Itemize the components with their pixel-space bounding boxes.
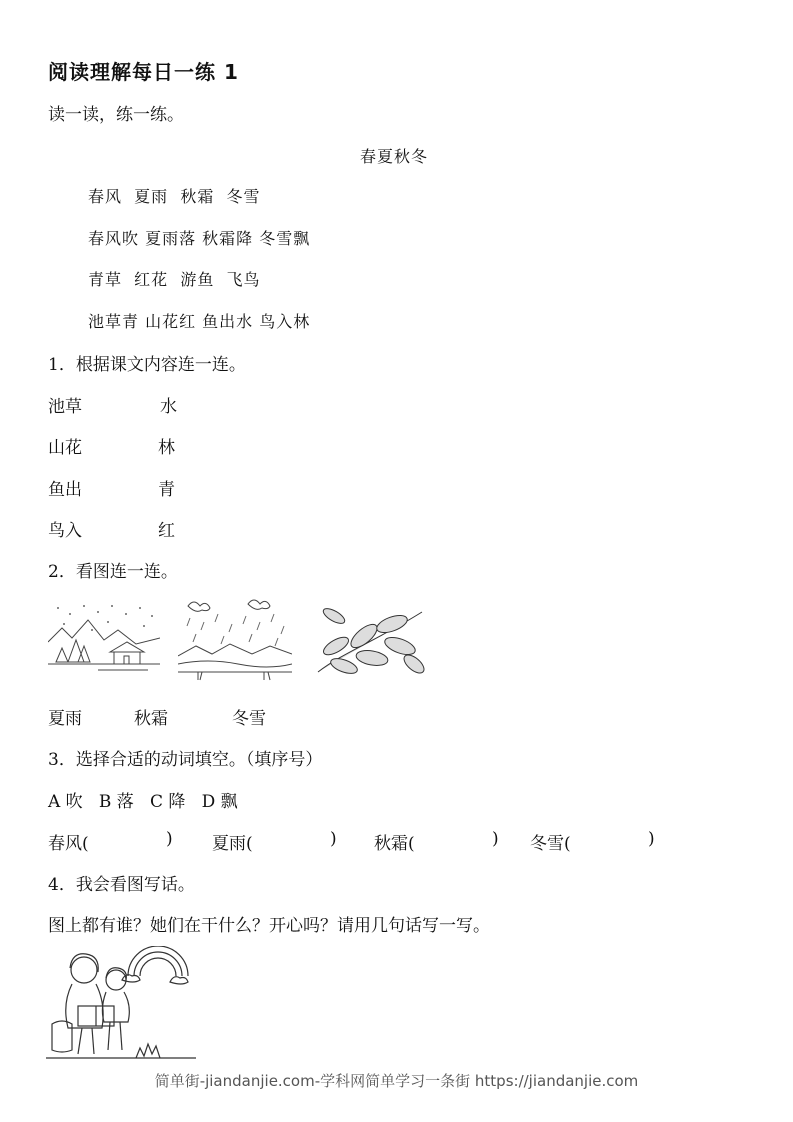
picture-label: 冬雪 [232, 709, 266, 729]
rain-landscape-picture [178, 596, 292, 686]
verb-options: A 吹 B 落 C 降 D 飘 [48, 792, 238, 812]
blank-label: 秋霜( [374, 834, 415, 854]
match-right-item: 林 [158, 438, 175, 458]
frosted-leaves-picture [314, 602, 428, 680]
mother-daughter-reading-picture [46, 946, 196, 1060]
match-right-item: 青 [158, 480, 175, 500]
picture-label: 夏雨 [48, 709, 82, 729]
question-1-prompt: 1．根据课文内容连一连。 [48, 355, 246, 375]
question-4-prompt: 4．我会看图写话。 [48, 875, 195, 895]
match-left-item: 池草 [48, 397, 82, 417]
poem-line: 池草青 山花红 鱼出水 鸟入林 [88, 312, 311, 331]
poem-title: 春夏秋冬 [360, 147, 429, 166]
intro-text: 读一读，练一练。 [48, 105, 184, 125]
blank-close: ) [166, 829, 173, 849]
blank-label: 春风( [48, 834, 89, 854]
blank-close: ) [648, 829, 655, 849]
match-left-item: 鸟入 [48, 521, 82, 541]
blank-label: 夏雨( [212, 834, 253, 854]
match-right-item: 红 [158, 521, 175, 541]
blank-label: 冬雪( [530, 834, 571, 854]
poem-line: 春风吹 夏雨落 秋霜降 冬雪飘 [88, 229, 311, 248]
poem-line: 青草 红花 游鱼 飞鸟 [88, 270, 261, 289]
question-4-text: 图上都有谁？她们在干什么？开心吗？请用几句话写一写。 [48, 916, 490, 936]
match-left-item: 山花 [48, 438, 82, 458]
blank-close: ) [330, 829, 337, 849]
question-2-prompt: 2．看图连一连。 [48, 562, 178, 582]
match-right-item: 水 [160, 397, 177, 417]
question-3-prompt: 3．选择合适的动词填空。（填序号） [48, 750, 323, 770]
page-title: 阅读理解每日一练 1 [48, 60, 239, 84]
poem-line: 春风 夏雨 秋霜 冬雪 [88, 187, 261, 206]
snow-landscape-picture [48, 600, 160, 680]
match-left-item: 鱼出 [48, 480, 82, 500]
blank-close: ) [492, 829, 499, 849]
picture-label: 秋霜 [134, 709, 168, 729]
footer-watermark: 简单街-jiandanjie.com-学科网简单学习一条街 https://jiandanjie.com [154, 1072, 639, 1090]
